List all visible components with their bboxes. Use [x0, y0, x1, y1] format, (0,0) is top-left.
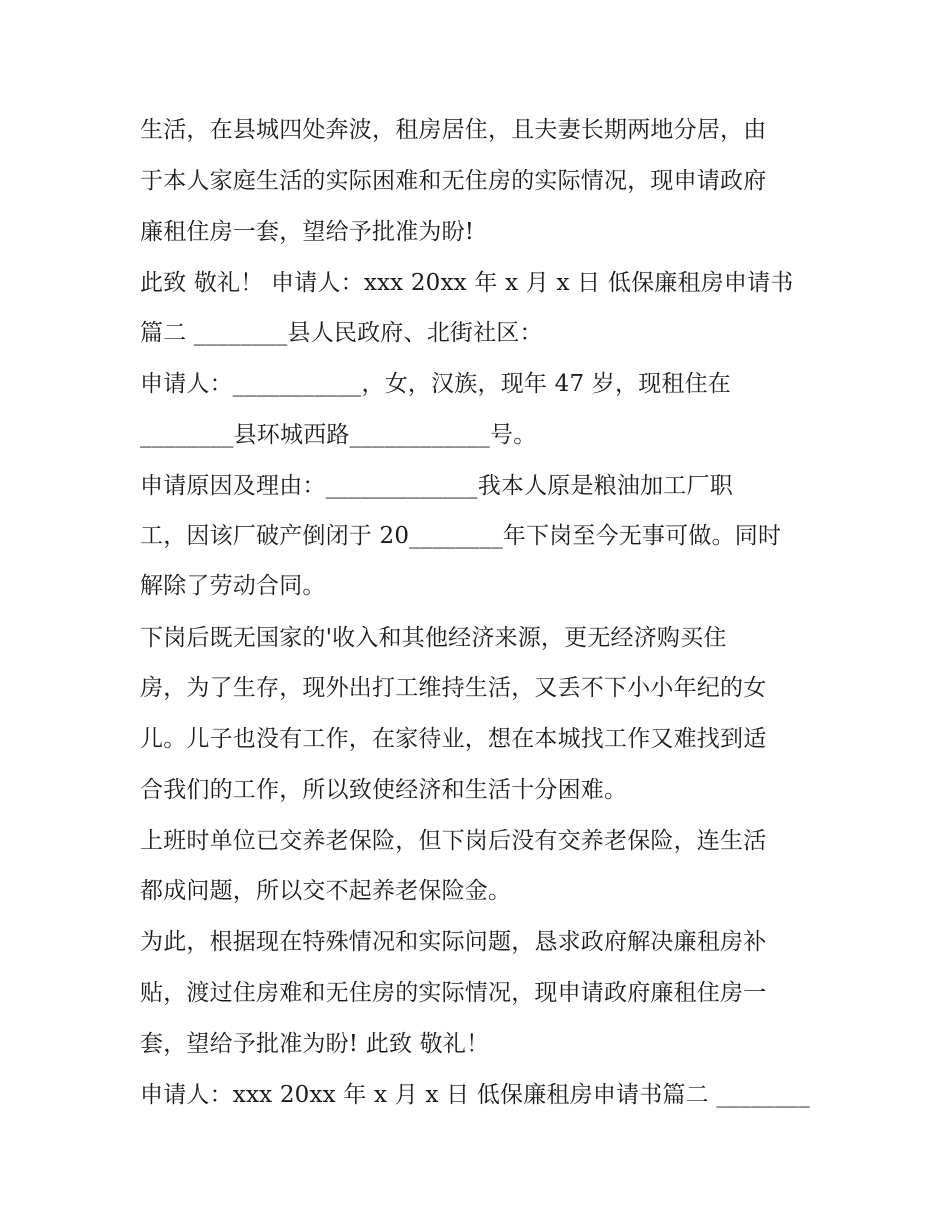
text-line: 申请人：___________，女，汉族，现年 47 岁，现租住在 [140, 371, 731, 397]
text-line: ________县环城西路____________号。 [140, 422, 537, 448]
text-line: 房，为了生存，现外出打工维持生活，又丢不下小小年纪的女 [140, 675, 767, 701]
text-line: 下岗后既无国家的'收入和其他经济来源，更无经济购买住 [140, 625, 727, 651]
text-line: 于本人家庭生活的实际困难和无住房的实际情况，现申请政府 [140, 168, 767, 194]
text-line: 儿。儿子也没有工作，在家待业，想在本城找工作又难找到适 [140, 726, 767, 752]
text-line: 申请原因及理由：_____________我本人原是粮油加工厂职 [140, 473, 733, 499]
text-line: 生活，在县城四处奔波，租房居住，且夫妻长期两地分居，由 [140, 117, 767, 143]
text-line: 套，望给予批准为盼! 此致 敬礼！ [140, 1031, 490, 1057]
text-line: 廉租住房一套，望给予批准为盼! [140, 219, 475, 245]
text-line: 为此，根据现在特殊情况和实际问题，恳求政府解决廉租房补 [140, 929, 767, 955]
text-line: 工，因该厂破产倒闭于 20________年下岗至今无事可做。同时 [140, 523, 782, 549]
text-line: 上班时单位已交养老保险，但下岗后没有交养老保险，连生活 [140, 828, 767, 854]
text-line: 贴，渡过住房难和无住房的实际情况，现申请政府廉租住房一 [140, 980, 767, 1006]
text-line: 解除了劳动合同。 [140, 573, 326, 599]
text-line: 此致 敬礼！ 申请人：xxx 20xx 年 x 月 x 日 低保廉租房申请书 [140, 270, 794, 296]
text-line: 都成问题，所以交不起养老保险金。 [140, 878, 512, 904]
text-line: 合我们的工作，所以致使经济和生活十分困难。 [140, 777, 628, 803]
text-line: 篇二 ________县人民政府、北街社区： [140, 320, 543, 346]
text-line: 申请人：xxx 20xx 年 x 月 x 日 低保廉租房申请书篇二 ________ [140, 1082, 810, 1108]
